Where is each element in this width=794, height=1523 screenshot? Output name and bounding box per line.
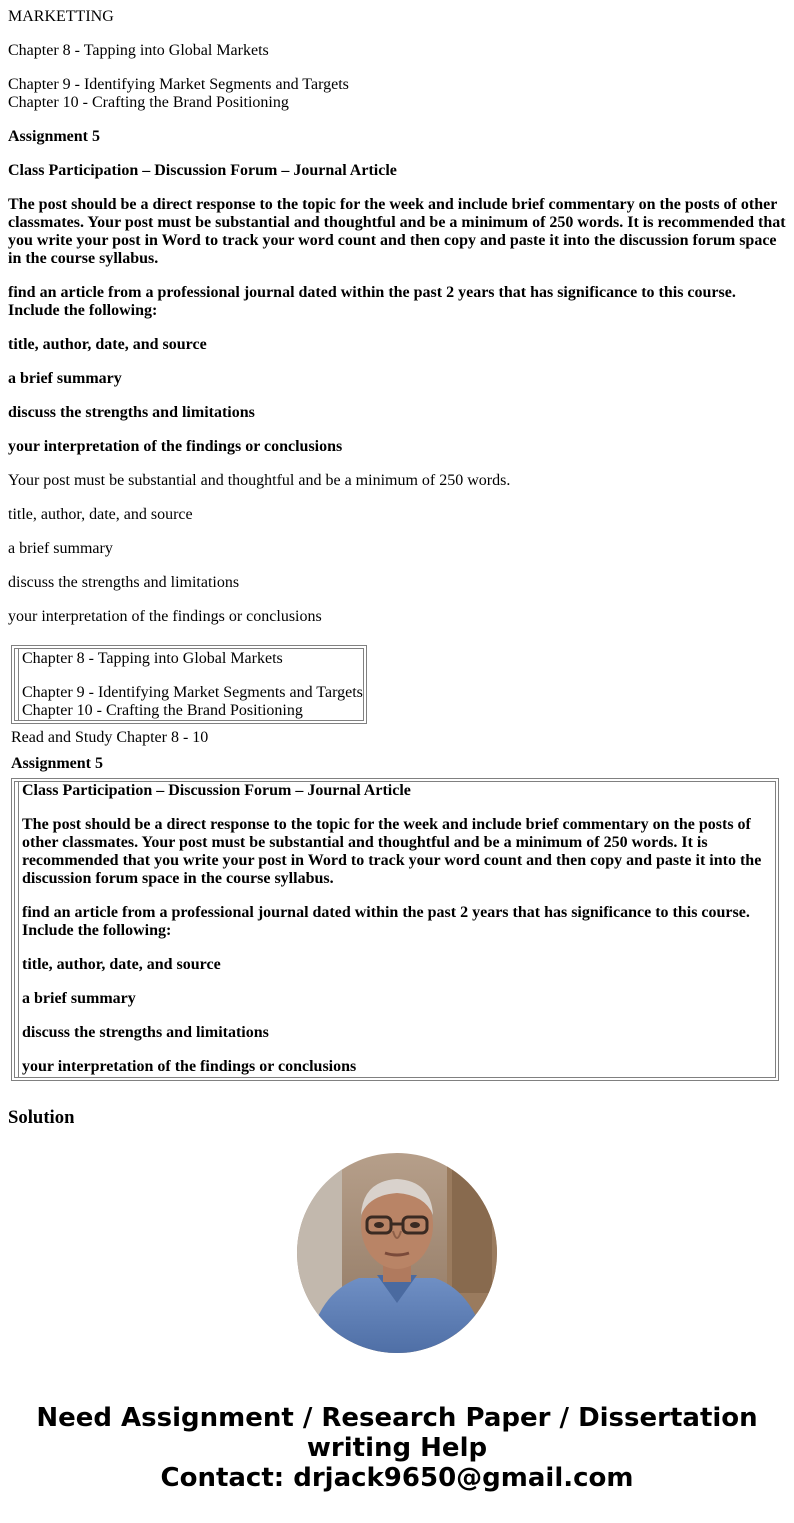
promo-line-2: writing Help — [306, 1433, 488, 1463]
promo-banner — [0, 1403, 794, 1493]
item-title-author: title, author, date, and source — [8, 336, 207, 353]
table-item-title-author: title, author, date, and source — [22, 956, 221, 973]
table-chapter-9: Chapter 9 - Identifying Market Segments and Targets — [22, 684, 363, 701]
table-item-strengths: discuss the strengths and limitations — [22, 1024, 269, 1041]
item-summary: a brief summary — [8, 370, 122, 387]
table-item-summary: a brief summary — [22, 990, 136, 1007]
read-study-text: Read and Study Chapter 8 - 10 — [11, 729, 209, 746]
solution-heading: Solution — [8, 1107, 75, 1123]
plain-item-summary: a brief summary — [8, 540, 113, 557]
author-photo — [297, 1153, 497, 1353]
chapter-8: Chapter 8 - Tapping into Global Markets — [8, 42, 269, 59]
plain-item-title-author: title, author, date, and source — [8, 506, 193, 523]
forum-table — [11, 778, 779, 1081]
promo-contact: Contact: drjack9650@gmail.com — [160, 1463, 634, 1493]
table-item-interpretation: your interpretation of the findings or conclusions — [22, 1058, 357, 1075]
min-words-text: Your post must be substantial and thoughtful and be a minimum of 250 words. — [8, 472, 511, 489]
table-find-article: find an article from a professional journal dated within the past 2 years that has significance to this course. Include the following: — [22, 904, 750, 939]
plain-item-interpretation: your interpretation of the findings or conclusions — [8, 608, 322, 625]
promo-line-1: Need Assignment / Research Paper / Dissertation — [36, 1403, 758, 1433]
document-body — [8, 8, 786, 642]
table-instructions: The post should be a direct response to the topic for the week and include brief commentary on the posts of other classmates. Your post must be substantial and thoughtful and be a minimum of 250 words. It is recommended that you write your post in Word to track your word count and then copy and paste it into the discussion forum space in the course syllabus. — [22, 816, 762, 887]
table-chapter-10: Chapter 10 - Crafting the Brand Positioning — [22, 702, 303, 719]
table-chapter-8: Chapter 8 - Tapping into Global Markets — [22, 650, 283, 667]
instructions-text: The post should be a direct response to the topic for the week and include brief commentary on the posts of other classmates. Your post must be substantial and thoughtful and be a minimum of 250 words. It is recommended that you write your post in Word to track your word count and then copy and paste it into the discussion forum space in the course syllabus. — [8, 196, 786, 267]
assignment-title: Assignment 5 — [8, 128, 101, 145]
item-strengths: discuss the strengths and limitations — [8, 404, 255, 421]
chapter-10: Chapter 10 - Crafting the Brand Positioning — [8, 94, 289, 111]
item-interpretation: your interpretation of the findings or conclusions — [8, 438, 343, 455]
find-article-text: find an article from a professional journal dated within the past 2 years that has significance to this course. Include the following: — [8, 284, 736, 319]
table-assignment-label: Assignment 5 — [11, 755, 104, 772]
subject-title: MARKETTING — [8, 8, 114, 25]
chapters-table — [11, 645, 367, 724]
table-forum-title: Class Participation – Discussion Forum – Journal Article — [22, 782, 411, 799]
plain-item-strengths: discuss the strengths and limitations — [8, 574, 240, 591]
forum-title: Class Participation – Discussion Forum – Journal Article — [8, 162, 397, 179]
chapter-9: Chapter 9 - Identifying Market Segments and Targets — [8, 76, 349, 93]
